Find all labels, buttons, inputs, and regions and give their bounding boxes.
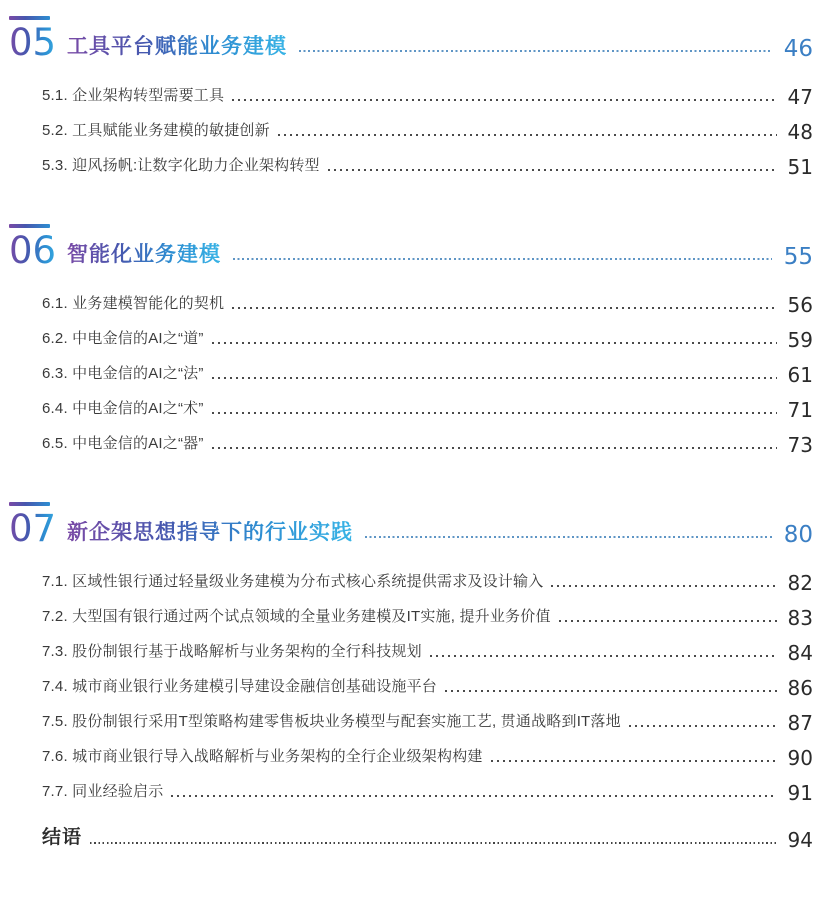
toc-entry-label: 6.3. 中电金信的AI之“法” <box>42 365 204 382</box>
toc-entry <box>42 398 813 420</box>
section-number: 05 <box>9 24 61 61</box>
toc-entry-page: 82 <box>787 571 813 595</box>
dotted-leader <box>212 342 777 344</box>
toc-entry-label: 7.4. 城市商业银行业务建模引导建设金融信创基础设施平台 <box>42 678 437 695</box>
toc-entry <box>42 781 813 803</box>
section-number-bar <box>9 224 50 228</box>
toc-entry <box>42 328 813 350</box>
toc-entry <box>42 746 813 768</box>
toc-entry-label: 7.2. 大型国有银行通过两个试点领域的全量业务建模及IT实施, 提升业务价值 <box>42 608 551 625</box>
toc-entry <box>42 676 813 698</box>
dotted-leader <box>559 620 777 622</box>
dotted-leader <box>212 412 777 414</box>
toc-section-06 <box>9 224 813 455</box>
section-items <box>9 85 813 177</box>
toc-entry-label: 7.7. 同业经验启示 <box>42 783 164 800</box>
toc-entry-page: 91 <box>787 781 813 805</box>
toc-entry-label: 5.2. 工具赋能业务建模的敏捷创新 <box>42 122 270 139</box>
toc-entry <box>42 571 813 593</box>
section-number-bar <box>9 502 50 506</box>
toc-entry <box>42 606 813 628</box>
toc-entry-label: 6.1. 业务建模智能化的契机 <box>42 295 225 312</box>
dotted-leader <box>278 134 777 136</box>
section-page-number: 46 <box>783 36 813 62</box>
section-number-block <box>9 502 61 550</box>
toc-entry <box>42 85 813 107</box>
dotted-leader <box>551 585 777 587</box>
conclusion-page: 94 <box>787 828 813 852</box>
toc-entry-label: 6.5. 中电金信的AI之“器” <box>42 435 204 452</box>
toc-entry-label: 5.1. 企业架构转型需要工具 <box>42 87 225 104</box>
toc-entry <box>42 155 813 177</box>
section-number: 07 <box>9 510 61 547</box>
section-number-bar <box>9 16 50 20</box>
dotted-leader <box>212 377 777 379</box>
toc-entry <box>42 711 813 733</box>
dotted-leader <box>90 842 777 844</box>
dotted-leader <box>232 99 777 101</box>
toc-entry-page: 83 <box>787 606 813 630</box>
section-title: 工具平台赋能业务建模 <box>67 34 287 58</box>
section-number-block <box>9 16 61 64</box>
section-title: 智能化业务建模 <box>67 242 221 266</box>
toc-entry-page: 61 <box>787 363 813 387</box>
toc-entry-page: 71 <box>787 398 813 422</box>
toc-entry-page: 87 <box>787 711 813 735</box>
conclusion-label: 结语 <box>42 827 83 848</box>
toc-entry-page: 59 <box>787 328 813 352</box>
dotted-leader <box>365 536 772 538</box>
toc-entry-label: 7.6. 城市商业银行导入战略解析与业务架构的全行企业级架构构建 <box>42 748 483 765</box>
section-header <box>9 16 813 64</box>
section-items <box>9 571 813 850</box>
section-page-number: 55 <box>783 244 813 270</box>
toc-entry-label: 7.5. 股份制银行采用T型策略构建零售板块业务模型与配套实施工艺, 贯通战略到IT落地 <box>42 713 621 730</box>
toc-entry-label: 6.4. 中电金信的AI之“术” <box>42 400 204 417</box>
toc-entry-page: 47 <box>787 85 813 109</box>
toc-entry-page: 56 <box>787 293 813 317</box>
toc-section-05 <box>9 16 813 177</box>
section-title: 新企架思想指导下的行业实践 <box>67 520 353 544</box>
toc-entry-conclusion <box>42 826 813 850</box>
dotted-leader <box>299 50 772 52</box>
dotted-leader <box>445 690 777 692</box>
toc-entry-label: 6.2. 中电金信的AI之“道” <box>42 330 204 347</box>
toc-entry-page: 73 <box>787 433 813 457</box>
toc-entry-page: 90 <box>787 746 813 770</box>
toc-section-07 <box>9 502 813 850</box>
dotted-leader <box>212 447 777 449</box>
toc-entry <box>42 433 813 455</box>
dotted-leader <box>171 795 777 797</box>
section-items <box>9 293 813 455</box>
toc-entry <box>42 293 813 315</box>
toc-entry-label: 7.3. 股份制银行基于战略解析与业务架构的全行科技规划 <box>42 643 422 660</box>
toc-entry <box>42 363 813 385</box>
section-number-block <box>9 224 61 272</box>
toc-entry-page: 48 <box>787 120 813 144</box>
toc-entry <box>42 120 813 142</box>
toc-entry-page: 86 <box>787 676 813 700</box>
section-header <box>9 502 813 550</box>
toc-entry-label: 5.3. 迎风扬帆:让数字化助力企业架构转型 <box>42 157 320 174</box>
dotted-leader <box>430 655 777 657</box>
dotted-leader <box>491 760 777 762</box>
dotted-leader <box>328 169 777 171</box>
section-header <box>9 224 813 272</box>
section-page-number: 80 <box>783 522 813 548</box>
toc-entry <box>42 641 813 663</box>
toc-entry-page: 84 <box>787 641 813 665</box>
dotted-leader <box>629 725 777 727</box>
toc-entry-page: 51 <box>787 155 813 179</box>
dotted-leader <box>233 258 772 260</box>
section-number: 06 <box>9 232 61 269</box>
toc-entry-label: 7.1. 区域性银行通过轻量级业务建模为分布式核心系统提供需求及设计输入 <box>42 573 544 590</box>
dotted-leader <box>232 307 777 309</box>
